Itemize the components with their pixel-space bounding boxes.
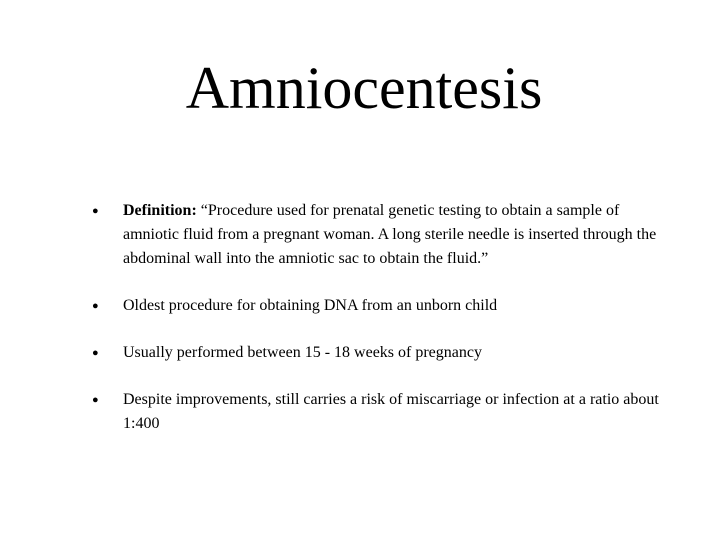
bullet-item-timing: [92, 341, 672, 365]
bullet-text: Despite improvements, still carries a risk of miscarriage or infection at a ratio about 1:400: [123, 391, 659, 432]
definition-text: “Procedure used for prenatal genetic testing to obtain a sample of amniotic fluid from a pregnant woman. A long sterile needle is inserted through the abdominal wall into the amniotic sac to obtain the fluid.”: [123, 202, 657, 267]
bullet-item-risk: [92, 388, 672, 436]
bullet-icon: ●: [92, 205, 99, 217]
bullet-icon: ●: [92, 300, 99, 312]
bullet-icon: ●: [92, 347, 99, 359]
bullet-text: Usually performed between 15 - 18 weeks of pregnancy: [123, 344, 482, 361]
bullet-list: [92, 199, 672, 436]
bullet-item-definition: [92, 199, 672, 271]
slide-title: Amniocentesis: [185, 55, 543, 121]
bullet-icon: ●: [92, 394, 99, 406]
bullet-text: Oldest procedure for obtaining DNA from an unborn child: [123, 297, 498, 314]
bullet-item-oldest-procedure: [92, 294, 672, 318]
definition-term: Definition:: [123, 202, 197, 219]
